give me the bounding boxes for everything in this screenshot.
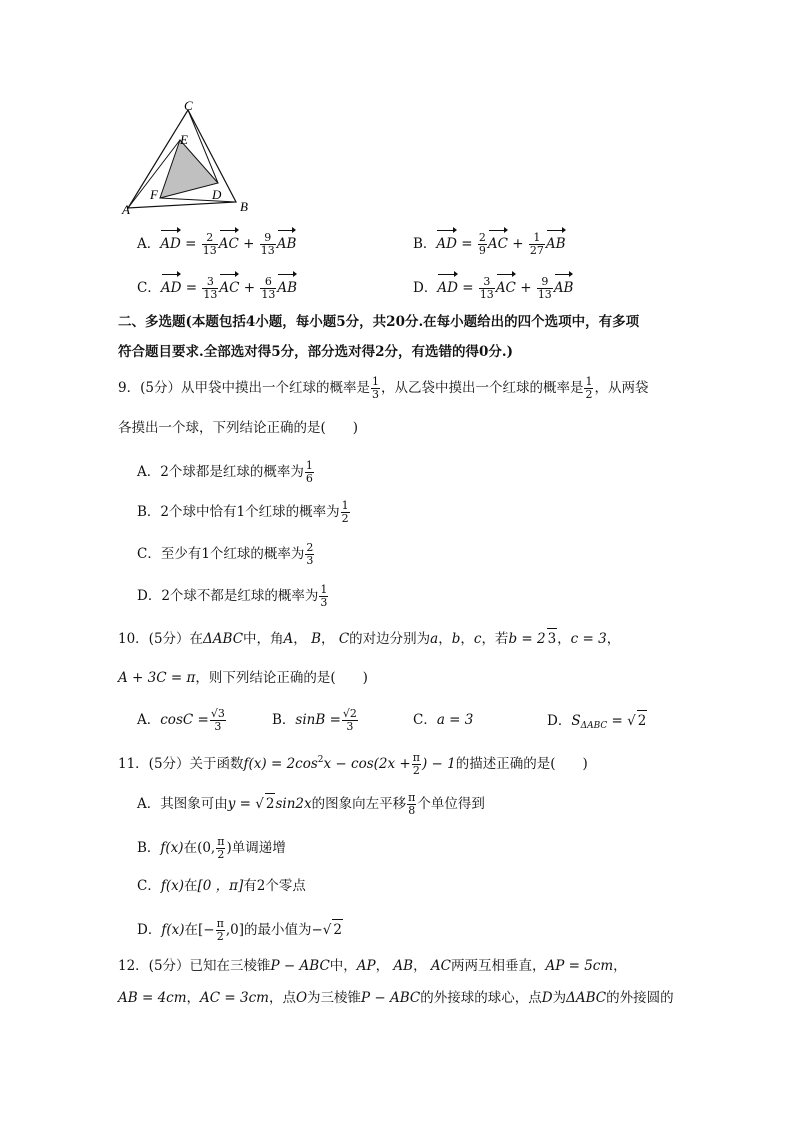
q8-option-b[interactable]: B．AD = $\frac{2}{9}$ AC + $\frac{1}{27}$ AB bbox=[413, 228, 566, 257]
q10-option-b[interactable]: B．sinB = $\frac{√2}{3}$ bbox=[272, 707, 357, 733]
q12-stem-line2: AB = 4cm，AC = 3cm，点O为三棱锥P − ABC的外接球的球心，点D为ΔABC的外接圆的 bbox=[118, 990, 674, 1006]
q9-option-d[interactable]: D．2个球不都是红球的概率为 $\frac{1}{3}$ bbox=[137, 583, 328, 609]
q10-stem-line1: 10．(5分）在ΔABC中，角A， B， C的对边分别为a，b，c，若b = 2 3，c = 3， bbox=[118, 628, 620, 649]
q11-option-b[interactable]: B．f(x)在(0, $\frac{\pi}{2}$ )单调递增 bbox=[137, 835, 286, 861]
q10-stem-line2: A + 3C = π，则下列结论正确的是( ) bbox=[118, 670, 368, 686]
label-a: A bbox=[122, 202, 130, 216]
q10-option-c[interactable]: C．a = 3 bbox=[413, 712, 474, 728]
section2-heading-line2: 符合题目要求.全部选对得5分，部分选对得2分，有选错的得0分.) bbox=[118, 344, 513, 360]
q11-stem: 11．(5分）关于函数$f(x) = 2\cos^2x - \cos(2x$ + $\frac{\pi}{2}$ ) − 1的描述正确的是( ) bbox=[118, 751, 588, 777]
label-e: E bbox=[180, 132, 188, 147]
q8-option-a[interactable]: A．AD = $\frac{2}{13}$ AC + $\frac{9}{13}$ AB bbox=[137, 228, 296, 257]
q10-option-d[interactable]: D．$S_{\Delta ABC}$ = √ 2 bbox=[547, 710, 647, 736]
q9-option-c[interactable]: C．至少有1个红球的概率为 $\frac{2}{3}$ bbox=[137, 541, 314, 567]
shaded-triangle-def bbox=[160, 140, 218, 198]
label-b: B bbox=[240, 199, 248, 214]
segment-bf bbox=[160, 198, 236, 202]
q8-option-d[interactable]: D．AD = $\frac{3}{13}$ AC + $\frac{9}{13}$ AB bbox=[413, 272, 573, 301]
q9-stem-line2: 各摸出一个球，下列结论正确的是( ) bbox=[118, 420, 359, 436]
q9-stem-line1: 9．(5分）从甲袋中摸出一个红球的概率是 $\frac{1}{3}$ ，从乙袋中摸出一个红球的概率是 $\frac{1}{2}$ ，从两袋 bbox=[118, 375, 649, 401]
q8-option-c[interactable]: C．AD = $\frac{3}{13}$ AC + $\frac{6}{13}$ AB bbox=[137, 272, 297, 301]
q11-option-a[interactable]: A．其图象可由y = √ 2sin2x的图象向左平移 $\frac{\pi}{8}$ 个单位得到 bbox=[137, 791, 485, 817]
label-c: C bbox=[184, 98, 193, 113]
section2-heading-line1: 二、多选题(本题包括4小题，每小题5分，共20分.在每小题给出的四个选项中，有多项 bbox=[118, 314, 640, 330]
triangle-figure bbox=[118, 98, 258, 216]
q9-option-a[interactable]: A．2个球都是红球的概率为 $\frac{1}{6}$ bbox=[137, 459, 313, 485]
q11-option-c[interactable]: C．f(x)在[0 ，π]有2个零点 bbox=[137, 878, 306, 894]
q9-option-b[interactable]: B．2个球中恰有1个红球的概率为 $\frac{1}{2}$ bbox=[137, 499, 349, 525]
q10-option-a[interactable]: A．cosC = $\frac{√3}{3}$ bbox=[137, 707, 225, 733]
q12-stem-line1: 12．(5分）已知在三棱锥P − ABC中，AP， AB， AC两两互相垂直，AP = 5cm， bbox=[118, 958, 627, 974]
label-f: F bbox=[150, 187, 158, 202]
label-d: D bbox=[212, 187, 222, 202]
q11-option-d[interactable]: D．f(x)在[− $\frac{\pi}{2}$ ,0]的最小值为−√ 2 bbox=[137, 917, 342, 943]
